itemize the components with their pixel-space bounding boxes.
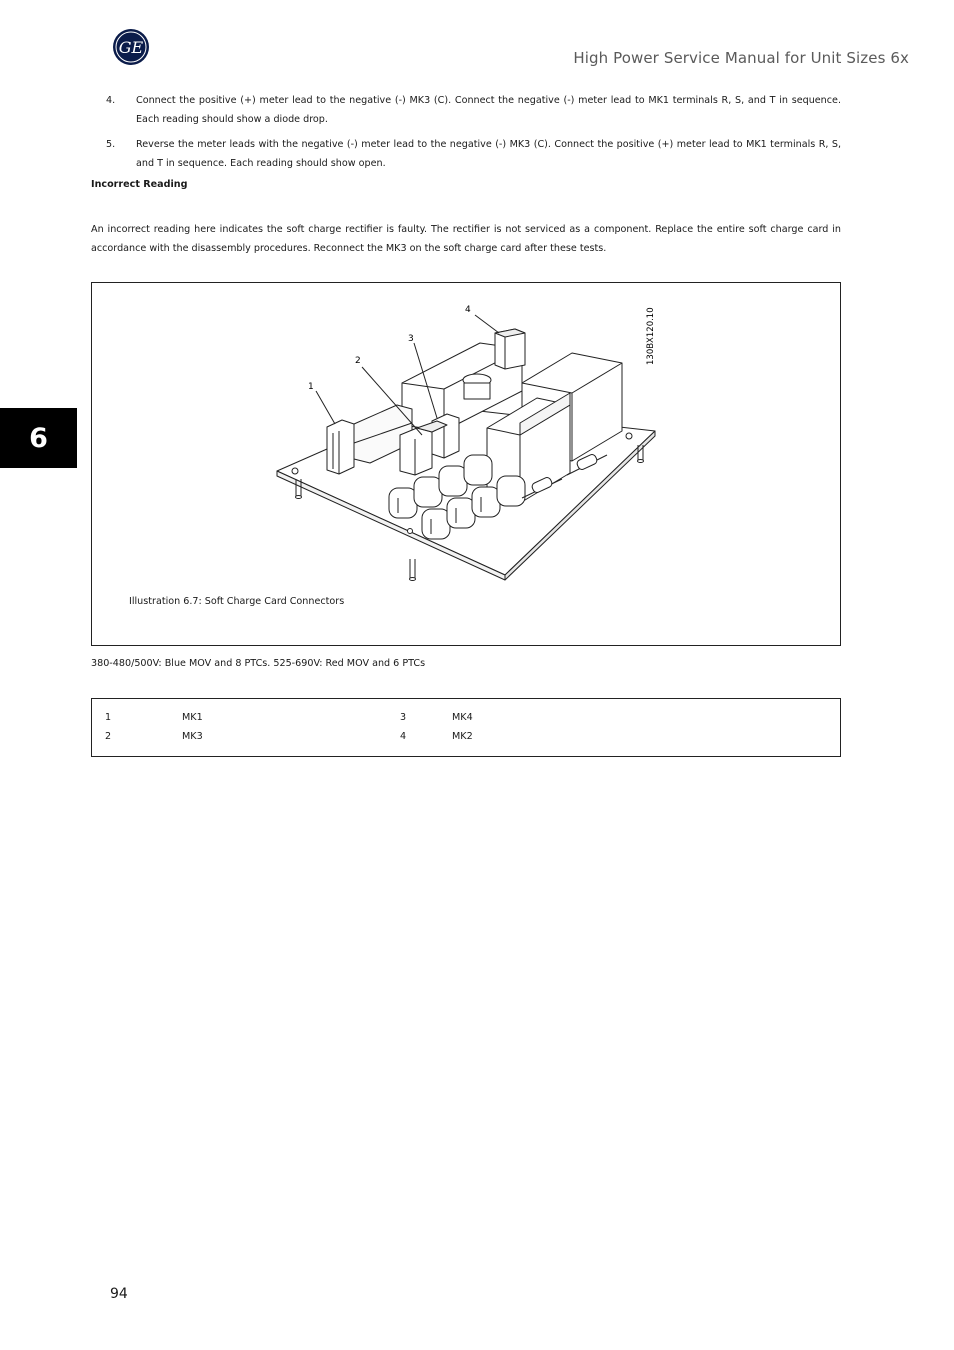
connector-mk2 — [495, 329, 525, 369]
legend-number: 2 — [105, 731, 112, 742]
legend-number: 1 — [105, 712, 112, 723]
legend-label: MK2 — [452, 731, 473, 742]
legend-label: MK4 — [452, 712, 473, 723]
legend-number: 4 — [400, 731, 407, 742]
figure-caption: Illustration 6.7: Soft Charge Card Connectors — [129, 596, 345, 607]
chapter-tab: 6 — [0, 408, 77, 468]
body-paragraph: An incorrect reading here indicates the soft charge rectifier is faulty. The rectifier is not serviced as a component. Replace the entire soft charge card in accordance with the disassembly procedures. Reconnect the MK3 on the soft charge card after these tests. — [91, 224, 841, 254]
soft-charge-card-illustration — [92, 283, 840, 645]
callout-3: 3 — [408, 334, 414, 344]
legend-label: MK3 — [182, 731, 203, 742]
ge-logo — [112, 28, 150, 66]
figure-box — [91, 282, 841, 646]
page-number: 94 — [110, 1286, 128, 1302]
section-heading: Incorrect Reading — [91, 179, 188, 190]
legend-label: MK1 — [182, 712, 203, 723]
callout-4: 4 — [465, 305, 471, 315]
callout-2: 2 — [355, 356, 361, 366]
voltage-note: 380-480/500V: Blue MOV and 8 PTCs. 525-690V: Red MOV and 6 PTCs — [91, 658, 426, 669]
step-text: Connect the positive (+) meter lead to the negative (-) MK3 (C). Connect the negative (-) meter lead to MK1 terminals R, S, and T in sequence. Each reading should show a diode drop. — [136, 95, 841, 125]
svg-text:GE: GE — [118, 38, 144, 57]
step-text: Reverse the meter leads with the negative (-) meter lead to the negative (-) MK3 (C). Connect the positive (+) meter lead to MK1 terminals R, S, and T in sequence. Each reading should show open. — [136, 139, 841, 169]
figure-code: 130BX120.10 — [646, 307, 656, 365]
step-number: 5. — [106, 139, 116, 150]
header-title: High Power Service Manual for Unit Sizes 6x — [573, 49, 909, 67]
step-number: 4. — [106, 95, 116, 106]
legend-number: 3 — [400, 712, 407, 723]
legend-table — [91, 698, 841, 757]
callout-1: 1 — [308, 382, 314, 392]
